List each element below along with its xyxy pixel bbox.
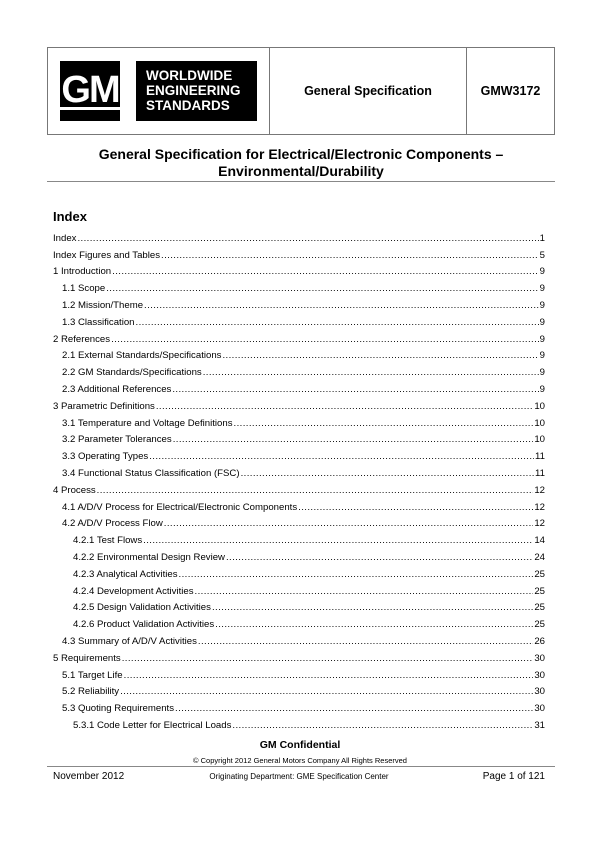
toc-entry-title: 5.3 Quoting Requirements [62, 703, 174, 715]
toc-entry-title: 2.2 GM Standards/Specifications [62, 367, 202, 379]
toc-entry[interactable] [53, 244, 545, 261]
title-divider [47, 181, 555, 182]
toc-leader-dots [232, 720, 533, 731]
toc-entry[interactable] [53, 546, 545, 563]
toc-entry-title: 4.2 A/D/V Process Flow [62, 518, 163, 530]
toc-entry[interactable] [53, 412, 545, 429]
toc-entry-page: 9 [539, 266, 545, 278]
spec-number: GMW3172 [480, 84, 541, 98]
toc-entry[interactable] [53, 479, 545, 496]
toc-entry-title: Index Figures and Tables [53, 249, 161, 261]
toc-leader-dots [203, 367, 539, 378]
toc-entry[interactable] [53, 227, 545, 244]
toc-entry-title: 4.3 Summary of A/D/V Activities [62, 635, 197, 647]
toc-entry[interactable] [53, 345, 545, 362]
toc-entry-title: 2.3 Additional References [62, 383, 172, 395]
worldwide-engineering-standards-logo: WORLDWIDE ENGINEERING STANDARDS [136, 61, 257, 121]
toc-entry[interactable] [53, 529, 545, 546]
toc-entry-page: 24 [534, 551, 545, 563]
toc-entry[interactable] [53, 429, 545, 446]
toc-entry[interactable] [53, 395, 545, 412]
toc-leader-dots [298, 502, 533, 513]
toc-leader-dots [164, 518, 534, 529]
index-heading: Index [53, 209, 87, 224]
toc-leader-dots [112, 266, 539, 277]
toc-leader-dots [136, 317, 539, 328]
toc-entry-title: 5.1 Target Life [62, 669, 123, 681]
toc-entry-page: 25 [534, 602, 545, 614]
toc-entry-page: 26 [534, 635, 545, 647]
toc-entry-title: 4.2.5 Design Validation Activities [73, 602, 211, 614]
toc-entry-page: 11 [535, 467, 545, 479]
toc-leader-dots [195, 586, 534, 597]
toc-entry[interactable] [53, 714, 545, 731]
toc-entry-title: 3.2 Parameter Tolerances [62, 434, 172, 446]
toc-leader-dots [173, 434, 534, 445]
toc-entry-page: 31 [534, 719, 545, 731]
toc-entry-title: 5.2 Reliability [62, 686, 120, 698]
toc-entry-page: 5 [539, 249, 545, 261]
toc-entry[interactable] [53, 597, 545, 614]
footer-department: Originating Department: GME Specification Center [209, 772, 389, 781]
toc-entry-page: 30 [534, 652, 545, 664]
toc-entry-title: 1.3 Classification [62, 316, 135, 328]
toc-entry-page: 30 [534, 669, 545, 681]
toc-leader-dots [156, 401, 533, 412]
toc-entry-title: Index [53, 232, 77, 244]
toc-entry-title: 5.3.1 Code Letter for Electrical Loads [73, 719, 232, 731]
toc-entry-page: 12 [534, 484, 545, 496]
toc-entry[interactable] [53, 563, 545, 580]
toc-entry[interactable] [53, 277, 545, 294]
spec-type: General Specification [270, 48, 467, 134]
toc-entry-page: 9 [539, 283, 545, 295]
toc-entry-page: 10 [534, 434, 545, 446]
toc-entry-title: 3.3 Operating Types [62, 451, 149, 463]
toc-entry-page: 25 [534, 568, 545, 580]
toc-entry-title: 4.2.3 Analytical Activities [73, 568, 178, 580]
toc-leader-dots [234, 418, 534, 429]
toc-entry-title: 4.2.4 Development Activities [73, 585, 194, 597]
toc-entry[interactable] [53, 261, 545, 278]
toc-entry-title: 2 References [53, 333, 111, 345]
toc-entry-page: 9 [539, 350, 545, 362]
toc-entry[interactable] [53, 647, 545, 664]
toc-entry[interactable] [53, 664, 545, 681]
toc-entry-title: 3.4 Functional Status Classification (FSC) [62, 467, 240, 479]
toc-entry-page: 10 [534, 400, 545, 412]
toc-entry-title: 3.1 Temperature and Voltage Definitions [62, 417, 233, 429]
footer-page-number: Page 1 of 121 [482, 771, 545, 782]
toc-entry-title: 1 Introduction [53, 266, 112, 278]
toc-leader-dots [175, 703, 533, 714]
toc-leader-dots [120, 686, 533, 697]
toc-entry-page: 30 [534, 686, 545, 698]
toc-entry[interactable] [53, 361, 545, 378]
toc-entry[interactable] [53, 445, 545, 462]
footer-date: November 2012 [53, 771, 125, 782]
toc-leader-dots [172, 384, 538, 395]
footer-divider [47, 766, 555, 767]
toc-leader-dots [179, 569, 534, 580]
toc-entry-page: 9 [539, 333, 545, 345]
toc-leader-dots [143, 535, 533, 546]
toc-entry-title: 3 Parametric Definitions [53, 400, 155, 412]
toc-entry-title: 4.1 A/D/V Process for Electrical/Electronic Components [62, 501, 298, 513]
toc-entry[interactable] [53, 496, 545, 513]
toc-entry[interactable] [53, 613, 545, 630]
copyright-notice: © Copyright 2012 General Motors Company All Rights Reserved [193, 756, 407, 765]
toc-entry-page: 30 [534, 703, 545, 715]
toc-entry-page: 9 [539, 383, 545, 395]
toc-entry[interactable] [53, 378, 545, 395]
toc-entry-page: 25 [534, 585, 545, 597]
toc-entry[interactable] [53, 513, 545, 530]
toc-entry-page: 9 [539, 299, 545, 311]
toc-leader-dots [122, 653, 534, 664]
toc-entry-title: 2.1 External Standards/Specifications [62, 350, 222, 362]
toc-leader-dots [97, 485, 534, 496]
toc-entry-page: 14 [534, 535, 545, 547]
toc-entry-title: 4.2.2 Environmental Design Review [73, 551, 225, 563]
toc-entry-page: 11 [535, 451, 545, 463]
toc-leader-dots [124, 670, 534, 681]
toc-entry-page: 10 [534, 417, 545, 429]
toc-entry-title: 4 Process [53, 484, 96, 496]
toc-leader-dots [212, 602, 533, 613]
toc-entry[interactable] [53, 697, 545, 714]
toc-entry-title: 4.2.1 Test Flows [73, 535, 143, 547]
gm-logo: GM [60, 61, 120, 121]
logo-cell [48, 48, 270, 134]
toc-entry-page: 12 [534, 518, 545, 530]
toc-leader-dots [222, 350, 538, 361]
toc-leader-dots [198, 636, 533, 647]
toc-entry[interactable] [53, 630, 545, 647]
toc-entry-title: 1.2 Mission/Theme [62, 299, 144, 311]
toc-leader-dots [144, 300, 539, 311]
toc-leader-dots [241, 468, 534, 479]
toc-leader-dots [77, 233, 538, 244]
toc-entry-title: 5 Requirements [53, 652, 121, 664]
toc-leader-dots [111, 334, 539, 345]
toc-entry-page: 9 [539, 316, 545, 328]
toc-entry-page: 12 [534, 501, 545, 513]
toc-leader-dots [106, 283, 538, 294]
toc-leader-dots [149, 451, 534, 462]
table-of-contents [53, 227, 545, 731]
toc-leader-dots [226, 552, 533, 563]
toc-entry-page: 9 [539, 367, 545, 379]
toc-entry-title: 1.1 Scope [62, 283, 106, 295]
toc-entry[interactable] [53, 328, 545, 345]
toc-entry[interactable] [53, 580, 545, 597]
toc-entry-page: 1 [539, 232, 545, 244]
document-header [47, 47, 555, 135]
toc-entry-page: 25 [534, 619, 545, 631]
toc-leader-dots [161, 250, 539, 261]
toc-entry[interactable] [53, 294, 545, 311]
toc-entry-title: 4.2.6 Product Validation Activities [73, 619, 215, 631]
toc-leader-dots [215, 619, 533, 630]
toc-entry[interactable] [53, 311, 545, 328]
toc-entry[interactable] [53, 462, 545, 479]
document-title: General Specification for Electrical/Electronic Components – Environmental/Durability [98, 146, 504, 179]
confidential-label: GM Confidential [259, 739, 341, 751]
toc-entry[interactable] [53, 681, 545, 698]
